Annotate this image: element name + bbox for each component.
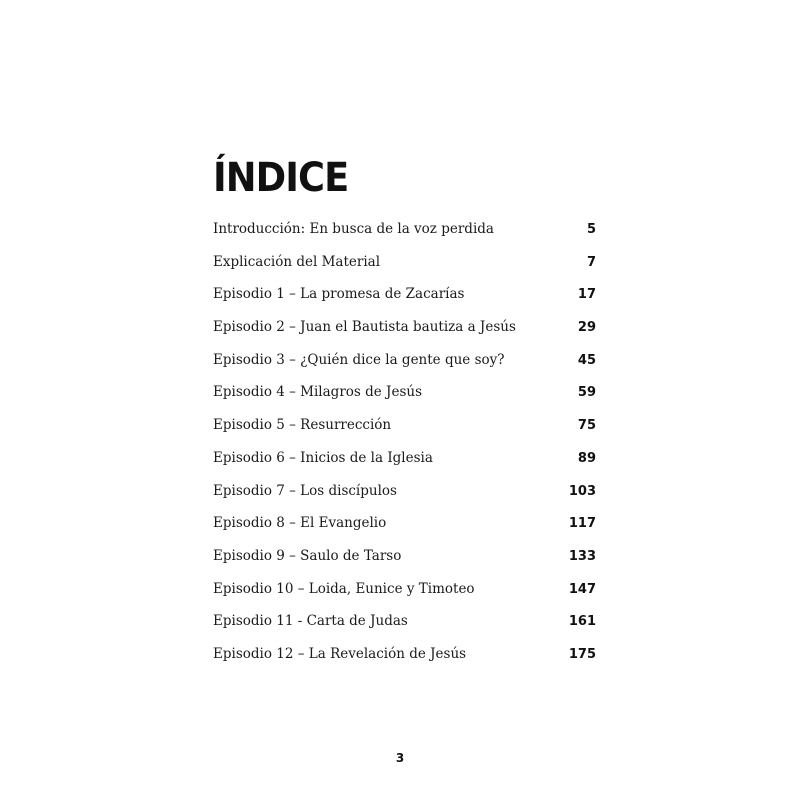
toc-entry-page: 175 <box>568 646 596 662</box>
toc-entry-label: Episodio 8 – El Evangelio <box>213 515 387 532</box>
toc-entry-label: Episodio 3 – ¿Quién dice la gente que soy? <box>213 351 505 368</box>
toc-entry-page: 89 <box>577 450 596 466</box>
toc-entry <box>213 643 598 676</box>
toc-entry-page: 75 <box>577 418 596 434</box>
toc-entry-label: Episodio 12 – La Revelación de Jesús <box>213 645 467 662</box>
toc-entry-page: 161 <box>568 614 596 630</box>
toc-entry <box>213 349 598 382</box>
toc-entry-page: 103 <box>568 483 596 499</box>
toc-entry-page: 117 <box>568 516 596 532</box>
toc-entry-page: 147 <box>568 581 596 597</box>
toc-entry-label: Episodio 4 – Milagros de Jesús <box>213 384 422 401</box>
toc-entry <box>213 414 598 447</box>
toc-entry-label: Introducción: En busca de la voz perdida <box>213 221 494 237</box>
toc-entry <box>213 381 598 414</box>
toc-entry-page: 45 <box>577 352 596 368</box>
page-title: ÍNDICE <box>213 155 349 201</box>
toc-entry <box>213 218 598 251</box>
toc-entry <box>213 251 598 284</box>
toc-entry-page: 17 <box>577 287 596 303</box>
toc-entry <box>213 283 598 316</box>
toc-entry-page: 7 <box>586 254 596 270</box>
toc-entry-label: Episodio 5 – Resurrección <box>213 417 392 434</box>
toc-entry-label: Episodio 1 – La promesa de Zacarías <box>213 286 465 303</box>
toc-entry-label: Episodio 6 – Inicios de la Iglesia <box>213 449 433 466</box>
toc-entry-page: 59 <box>577 385 596 401</box>
toc-entry-page: 5 <box>586 222 596 237</box>
toc-entry-label: Episodio 11 - Carta de Judas <box>213 613 408 630</box>
toc-entry-label: Explicación del Material <box>213 253 381 270</box>
toc-entry <box>213 545 598 578</box>
page-number: 3 <box>395 751 405 765</box>
toc-entry-page: 133 <box>568 548 596 564</box>
toc-entry-label: Episodio 7 – Los discípulos <box>213 482 397 499</box>
toc-entry <box>213 512 598 545</box>
toc-entry <box>213 447 598 480</box>
toc-entry <box>213 316 598 349</box>
toc-entry-label: Episodio 2 – Juan el Bautista bautiza a Jesús <box>213 319 516 336</box>
toc-entry-label: Episodio 9 – Saulo de Tarso <box>213 547 402 564</box>
toc-entry <box>213 610 598 643</box>
toc-entry <box>213 578 598 611</box>
toc-entry-page: 29 <box>577 320 596 336</box>
table-of-contents <box>213 218 598 676</box>
toc-entry-label: Episodio 10 – Loida, Eunice y Timoteo <box>213 580 475 597</box>
toc-entry <box>213 480 598 513</box>
